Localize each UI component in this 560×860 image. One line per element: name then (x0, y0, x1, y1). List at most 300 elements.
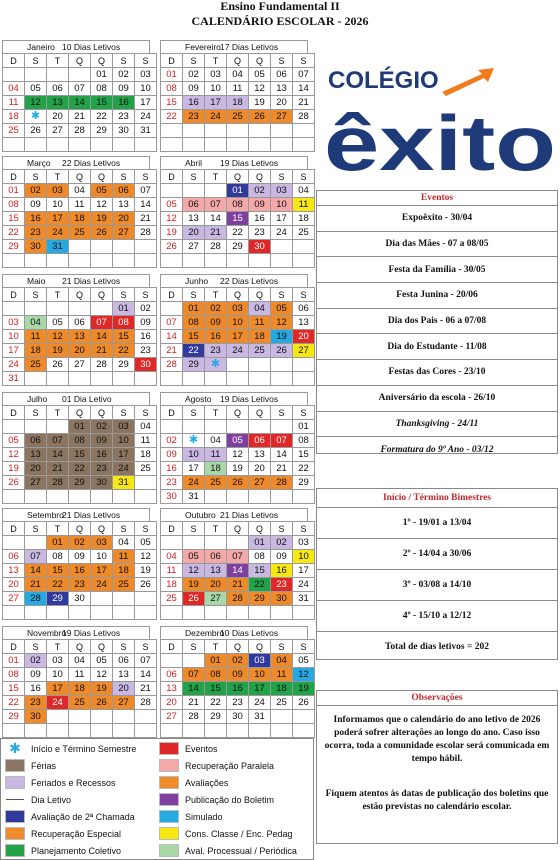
empty-cell (205, 124, 227, 138)
day-cell: 25 (161, 592, 183, 606)
month-school-days: 22 Dias Letivos (62, 158, 121, 168)
day-cell: 20 (293, 330, 315, 344)
day-cell: 15 (3, 682, 25, 696)
empty-cell (91, 592, 113, 606)
day-cell: 25 (249, 344, 271, 358)
day-cell: 26 (25, 124, 47, 138)
day-cell: 06 (3, 550, 25, 564)
day-cell: 16 (161, 462, 183, 476)
day-cell: 09 (205, 316, 227, 330)
day-cell: 18 (69, 212, 91, 226)
day-cell: 09 (271, 550, 293, 564)
day-cell: 13 (3, 564, 25, 578)
day-cell: 23 (205, 344, 227, 358)
day-cell: 23 (25, 696, 47, 710)
empty-cell (205, 184, 227, 198)
day-cell: 29 (113, 358, 135, 372)
day-cell: 29 (3, 710, 25, 724)
empty-cell (271, 138, 293, 152)
day-cell: 01 (91, 68, 113, 82)
day-cell: 27 (205, 592, 227, 606)
day-cell: 19 (271, 330, 293, 344)
day-cell: 06 (183, 198, 205, 212)
month-junho (160, 274, 308, 386)
day-cell (25, 110, 47, 124)
day-cell: 09 (91, 434, 113, 448)
legend-swatch (159, 776, 179, 789)
weekday-header: D (3, 406, 25, 420)
day-cell: 22 (3, 226, 25, 240)
empty-cell (69, 710, 91, 724)
day-cell: 07 (183, 668, 205, 682)
empty-cell (161, 654, 183, 668)
weekday-header: T (47, 54, 69, 68)
month-name: Janeiro (27, 42, 55, 52)
empty-cell (161, 606, 183, 620)
day-cell: 25 (227, 110, 249, 124)
day-cell: 19 (183, 578, 205, 592)
day-cell: 24 (205, 110, 227, 124)
day-cell: 06 (25, 434, 47, 448)
weekday-header: S (271, 288, 293, 302)
empty-cell (47, 138, 69, 152)
day-cell: 28 (25, 592, 47, 606)
weekday-header: T (47, 406, 69, 420)
month-title (160, 274, 308, 287)
empty-cell (183, 372, 205, 386)
legend-item (159, 791, 274, 808)
month-abril (160, 156, 308, 268)
empty-cell (293, 240, 315, 254)
day-cell: 26 (91, 226, 113, 240)
empty-cell (293, 724, 315, 738)
legend-label: Feriados e Recessos (31, 777, 116, 788)
day-cell: 04 (227, 68, 249, 82)
empty-cell (271, 606, 293, 620)
day-cell: 04 (3, 82, 25, 96)
day-cell: 15 (91, 96, 113, 110)
empty-cell (135, 372, 157, 386)
day-cell: 29 (227, 240, 249, 254)
empty-cell (249, 358, 271, 372)
evento-item: Formatura do 9º Ano - 03/12 (380, 444, 494, 455)
day-cell: 29 (205, 710, 227, 724)
empty-cell (161, 254, 183, 268)
day-cell: 19 (47, 344, 69, 358)
day-cell: 14 (227, 564, 249, 578)
empty-cell (69, 372, 91, 386)
month-dezembro (160, 626, 308, 738)
empty-cell (161, 124, 183, 138)
bimestres-title: Início / Término Bimestres (317, 489, 557, 508)
day-cell: 02 (161, 434, 183, 448)
empty-cell (91, 302, 113, 316)
day-cell: 27 (113, 696, 135, 710)
month-fevereiro (160, 40, 308, 152)
day-cell: 06 (47, 82, 69, 96)
empty-cell (135, 710, 157, 724)
legend-swatch (159, 793, 179, 806)
day-cell: 11 (271, 668, 293, 682)
day-cell: 04 (249, 302, 271, 316)
weekday-header: T (205, 406, 227, 420)
day-cell: 14 (293, 82, 315, 96)
month-grid (2, 639, 157, 738)
empty-cell (293, 254, 315, 268)
day-cell: 16 (91, 448, 113, 462)
day-cell: 24 (293, 578, 315, 592)
empty-cell (113, 372, 135, 386)
legend-swatch (159, 810, 179, 823)
day-cell: 12 (47, 330, 69, 344)
weekday-header: S (183, 406, 205, 420)
month-school-days: 01 Dia Letivo (62, 394, 112, 404)
empty-cell (113, 724, 135, 738)
day-cell: 11 (293, 198, 315, 212)
month-title (2, 626, 150, 639)
empty-cell (205, 372, 227, 386)
empty-cell (205, 490, 227, 504)
month-julho (2, 392, 150, 504)
day-cell: 21 (135, 682, 157, 696)
day-cell: 19 (249, 96, 271, 110)
day-cell: 27 (69, 358, 91, 372)
day-cell: 08 (161, 82, 183, 96)
day-cell: 05 (91, 654, 113, 668)
day-cell: 02 (113, 68, 135, 82)
legend-swatch (5, 759, 25, 772)
legend-item (159, 774, 228, 791)
bimestre-item: 1º - 19/01 a 13/04 (317, 508, 557, 539)
day-cell: 26 (227, 476, 249, 490)
day-cell: 25 (293, 226, 315, 240)
day-cell (205, 358, 227, 372)
weekday-header: Q (69, 640, 91, 654)
day-cell: 17 (249, 682, 271, 696)
day-cell: 20 (205, 578, 227, 592)
day-cell: 04 (271, 654, 293, 668)
evento-item: Expoêxito - 30/04 (317, 206, 557, 232)
legend-swatch (5, 776, 25, 789)
month-title (2, 508, 150, 521)
empty-cell (69, 240, 91, 254)
empty-cell (135, 254, 157, 268)
empty-cell (135, 476, 157, 490)
empty-cell (69, 490, 91, 504)
day-cell: 04 (135, 420, 157, 434)
empty-cell (91, 372, 113, 386)
day-cell: 18 (227, 96, 249, 110)
weekday-header: D (161, 288, 183, 302)
evento-item: Festas das Cores - 23/10 (317, 360, 557, 386)
weekday-header: Q (227, 54, 249, 68)
day-cell (183, 434, 205, 448)
day-cell: 23 (25, 226, 47, 240)
day-cell: 28 (69, 124, 91, 138)
day-cell: 17 (271, 212, 293, 226)
empty-cell (47, 372, 69, 386)
weekday-header: S (293, 640, 315, 654)
empty-cell (113, 254, 135, 268)
day-cell: 09 (113, 82, 135, 96)
day-cell: 07 (25, 550, 47, 564)
day-cell: 06 (293, 302, 315, 316)
day-cell: 30 (135, 358, 157, 372)
empty-cell (69, 254, 91, 268)
day-cell: 20 (271, 96, 293, 110)
day-cell: 12 (135, 550, 157, 564)
day-cell: 28 (135, 696, 157, 710)
day-cell: 20 (3, 578, 25, 592)
day-cell: 11 (205, 448, 227, 462)
empty-cell (293, 710, 315, 724)
day-cell: 03 (113, 420, 135, 434)
month-title (160, 626, 308, 639)
day-cell: 13 (183, 212, 205, 226)
day-cell: 20 (183, 226, 205, 240)
empty-cell (69, 68, 91, 82)
day-cell: 11 (227, 82, 249, 96)
day-cell: 08 (47, 550, 69, 564)
day-cell: 30 (113, 124, 135, 138)
weekday-header: S (25, 522, 47, 536)
day-cell: 03 (3, 316, 25, 330)
day-cell: 04 (69, 184, 91, 198)
empty-cell (227, 138, 249, 152)
day-cell: 02 (183, 68, 205, 82)
day-cell: 18 (249, 330, 271, 344)
empty-cell (69, 724, 91, 738)
day-cell: 12 (91, 668, 113, 682)
school-day-line-icon (5, 793, 25, 806)
day-cell: 04 (25, 316, 47, 330)
month-setembro (2, 508, 150, 620)
day-cell: 07 (69, 82, 91, 96)
day-cell: 30 (161, 490, 183, 504)
month-title (160, 156, 308, 169)
day-cell: 14 (47, 448, 69, 462)
day-cell: 17 (3, 344, 25, 358)
month-title (2, 40, 150, 53)
day-cell: 07 (135, 654, 157, 668)
day-cell: 16 (113, 96, 135, 110)
logo-bottom-text: êxito (324, 99, 556, 180)
day-cell: 17 (113, 448, 135, 462)
day-cell: 26 (3, 476, 25, 490)
day-cell: 12 (25, 96, 47, 110)
month-name: Junho (185, 276, 209, 286)
evento-item: Dia dos Pais - 06 a 07/08 (317, 309, 557, 335)
weekday-header: S (293, 406, 315, 420)
day-cell: 15 (113, 330, 135, 344)
day-cell: 31 (183, 490, 205, 504)
day-cell: 23 (271, 578, 293, 592)
day-cell: 14 (161, 330, 183, 344)
weekday-header: Q (91, 522, 113, 536)
day-cell: 02 (25, 184, 47, 198)
day-cell: 14 (135, 668, 157, 682)
day-cell: 17 (227, 330, 249, 344)
empty-cell (249, 138, 271, 152)
day-cell: 17 (205, 96, 227, 110)
weekday-header: Q (249, 288, 271, 302)
legend-label: Cons. Classe / Enc. Pedag (185, 828, 293, 839)
empty-cell (161, 302, 183, 316)
day-cell: 16 (69, 564, 91, 578)
weekday-header: D (161, 522, 183, 536)
day-cell: 01 (249, 536, 271, 550)
day-cell: 22 (205, 696, 227, 710)
weekday-header: S (113, 522, 135, 536)
day-cell: 18 (271, 682, 293, 696)
day-cell: 27 (161, 710, 183, 724)
month-name: Outubro (185, 510, 216, 520)
weekday-header: S (135, 170, 157, 184)
day-cell: 20 (113, 212, 135, 226)
month-grid (160, 287, 315, 386)
legend-label: Recuperação Especial (31, 828, 122, 839)
empty-cell (25, 606, 47, 620)
day-cell: 20 (113, 682, 135, 696)
day-cell: 03 (135, 68, 157, 82)
legend-label: Eventos (185, 743, 218, 754)
day-cell: 20 (249, 462, 271, 476)
weekday-header: Q (227, 170, 249, 184)
evento-item: Aniversário da escola - 26/10 (317, 386, 557, 412)
day-cell: 05 (47, 316, 69, 330)
day-cell: 21 (183, 696, 205, 710)
month-grid (2, 169, 157, 268)
day-cell: 28 (293, 110, 315, 124)
empty-cell (183, 254, 205, 268)
day-cell: 14 (183, 682, 205, 696)
weekday-header: S (25, 288, 47, 302)
empty-cell (3, 490, 25, 504)
day-cell: 17 (135, 96, 157, 110)
weekday-header: Q (91, 54, 113, 68)
day-cell: 22 (3, 696, 25, 710)
empty-cell (25, 490, 47, 504)
empty-cell (227, 490, 249, 504)
day-cell: 07 (271, 434, 293, 448)
month-grid (160, 53, 315, 152)
day-cell: 07 (161, 316, 183, 330)
empty-cell (91, 710, 113, 724)
day-cell: 14 (25, 564, 47, 578)
weekday-header: Q (249, 406, 271, 420)
empty-cell (47, 724, 69, 738)
empty-cell (271, 124, 293, 138)
empty-cell (293, 490, 315, 504)
day-cell: 27 (113, 226, 135, 240)
day-cell: 19 (135, 564, 157, 578)
bimestres-panel (316, 488, 558, 660)
weekday-header: D (161, 54, 183, 68)
month-name: Agosto (185, 394, 212, 404)
day-cell: 27 (249, 476, 271, 490)
day-cell: 19 (161, 226, 183, 240)
empty-cell (47, 710, 69, 724)
empty-cell (25, 724, 47, 738)
bimestre-item: 4º - 15/10 a 12/12 (317, 601, 557, 632)
semester-star-icon: ✱ (9, 740, 21, 756)
day-cell: 14 (271, 448, 293, 462)
day-cell: 07 (205, 198, 227, 212)
day-cell: 09 (161, 448, 183, 462)
day-cell: 13 (69, 330, 91, 344)
month-school-days: 19 Dias Letivos (220, 158, 279, 168)
month-name: Dezembro (185, 628, 225, 638)
month-title (2, 274, 150, 287)
legend-item (159, 825, 293, 842)
month-title (2, 156, 150, 169)
empty-cell (91, 240, 113, 254)
weekday-header: S (183, 288, 205, 302)
day-cell: 23 (183, 110, 205, 124)
empty-cell (227, 536, 249, 550)
weekday-header: T (47, 640, 69, 654)
day-cell: 21 (91, 344, 113, 358)
day-cell: 03 (47, 184, 69, 198)
day-cell: 15 (205, 682, 227, 696)
legend-item (159, 808, 223, 825)
month-name: Março (27, 158, 51, 168)
day-cell: 24 (249, 696, 271, 710)
bimestre-item: Total de dias letivos = 202 (384, 642, 490, 652)
day-cell: 08 (293, 434, 315, 448)
day-cell: 15 (227, 212, 249, 226)
day-cell: 18 (205, 462, 227, 476)
day-cell: 19 (293, 682, 315, 696)
day-cell: 10 (271, 198, 293, 212)
day-cell: 03 (249, 654, 271, 668)
weekday-header: S (183, 522, 205, 536)
day-cell: 04 (293, 184, 315, 198)
day-cell: 12 (3, 448, 25, 462)
empty-cell (293, 124, 315, 138)
day-cell: 11 (249, 316, 271, 330)
legend-label: Avaliação de 2ª Chamada (31, 811, 135, 822)
day-cell: 16 (25, 682, 47, 696)
day-cell: 24 (113, 462, 135, 476)
observacoes-title: Observações (317, 691, 557, 706)
day-cell: 08 (249, 550, 271, 564)
empty-cell (271, 420, 293, 434)
day-cell: 30 (25, 710, 47, 724)
day-cell: 14 (69, 96, 91, 110)
empty-cell (227, 372, 249, 386)
day-cell: 05 (271, 302, 293, 316)
weekday-header: S (135, 54, 157, 68)
empty-cell (91, 254, 113, 268)
weekday-header: S (25, 640, 47, 654)
empty-cell (271, 254, 293, 268)
day-cell: 22 (91, 110, 113, 124)
month-title (160, 40, 308, 53)
day-cell: 05 (3, 434, 25, 448)
day-cell: 26 (135, 578, 157, 592)
day-cell: 28 (47, 476, 69, 490)
day-cell: 02 (271, 536, 293, 550)
month-school-days: 17 Dias Letivos (220, 42, 279, 52)
month-name: Maio (27, 276, 46, 286)
day-cell: 18 (69, 682, 91, 696)
empty-cell (205, 606, 227, 620)
weekday-header: S (113, 170, 135, 184)
legend-item (5, 842, 121, 859)
weekday-header: Q (69, 54, 91, 68)
bimestre-item: 3º - 03/08 a 14/10 (317, 570, 557, 601)
